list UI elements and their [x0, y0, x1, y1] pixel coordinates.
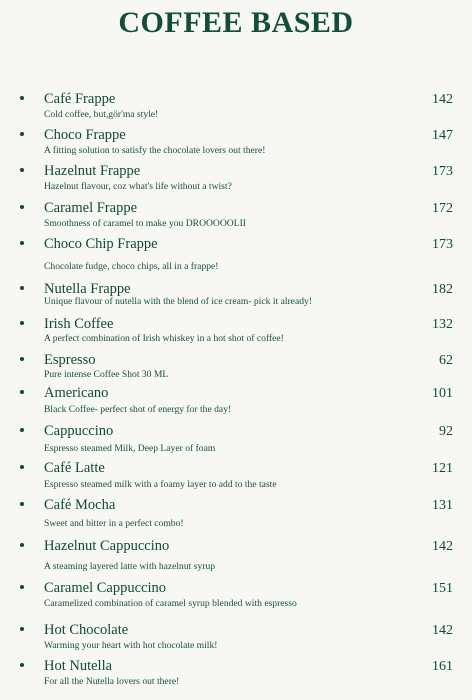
- item-price: 121: [432, 461, 453, 476]
- item-price: 173: [432, 237, 453, 252]
- item-name: Hot Chocolate: [44, 622, 129, 638]
- item-description: Smoothness of caramel to make you DROOOOOLII: [44, 218, 246, 229]
- item-description: Sweet and bitter in a perfect combo!: [44, 518, 184, 529]
- item-name: Irish Coffee: [44, 316, 114, 332]
- item-description: Hazelnut flavour, coz what's life without a twist?: [44, 181, 232, 192]
- menu-item: [0, 200, 472, 236]
- item-price: 131: [432, 498, 453, 513]
- bullet-icon: [20, 96, 24, 100]
- item-price: 101: [432, 386, 453, 401]
- menu-item: [0, 385, 472, 421]
- menu-item: [0, 460, 472, 496]
- item-description: Pure intense Coffee Shot 30 ML: [44, 369, 169, 380]
- item-name: Nutella Frappe: [44, 281, 131, 297]
- item-description: Unique flavour of nutella with the blend of ice cream- pick it already!: [44, 296, 312, 307]
- item-name: Cappuccino: [44, 423, 114, 439]
- item-price: 142: [432, 539, 453, 554]
- item-description: A fitting solution to satisfy the chocolate lovers out there!: [44, 145, 266, 156]
- bullet-icon: [20, 543, 24, 547]
- item-price: 142: [432, 92, 453, 107]
- item-description: Black Coffee- perfect shot of energy for the day!: [44, 404, 232, 415]
- item-name: Americano: [44, 385, 109, 401]
- bullet-icon: [20, 663, 24, 667]
- item-name: Choco Frappe: [44, 127, 126, 143]
- menu-item: [0, 127, 472, 163]
- bullet-icon: [20, 465, 24, 469]
- menu-item: [0, 580, 472, 616]
- item-price: 172: [432, 201, 453, 216]
- bullet-icon: [20, 132, 24, 136]
- bullet-icon: [20, 241, 24, 245]
- item-price: 161: [432, 659, 453, 674]
- item-description: Chocolate fudge, choco chips, all in a frappe!: [44, 261, 219, 272]
- item-price: 132: [432, 317, 453, 332]
- item-description: Espresso steamed Milk, Deep Layer of foam: [44, 443, 216, 454]
- menu-item: [0, 91, 472, 127]
- bullet-icon: [20, 168, 24, 172]
- menu-item: [0, 163, 472, 199]
- item-name: Café Frappe: [44, 91, 116, 107]
- page-title: COFFEE BASED: [118, 6, 354, 39]
- bullet-icon: [20, 627, 24, 631]
- item-name: Espresso: [44, 352, 96, 368]
- item-name: Hot Nutella: [44, 658, 113, 674]
- item-description: A perfect combination of Irish whiskey in a hot shot of coffee!: [44, 333, 284, 344]
- item-name: Caramel Cappuccino: [44, 580, 166, 596]
- menu-item: [0, 622, 472, 658]
- item-description: Caramelized combination of caramel syrup blended with espresso: [44, 598, 297, 609]
- item-description: For all the Nutella lovers out there!: [44, 676, 180, 687]
- item-description: Warming your heart with hot chocolate milk!: [44, 640, 218, 651]
- bullet-icon: [20, 428, 24, 432]
- item-name: Café Mocha: [44, 497, 116, 513]
- bullet-icon: [20, 390, 24, 394]
- item-price: 62: [439, 353, 453, 368]
- item-name: Café Latte: [44, 460, 105, 476]
- item-name: Caramel Frappe: [44, 200, 138, 216]
- item-price: 92: [439, 424, 453, 439]
- item-description: Cold coffee, but,gör'ma style!: [44, 109, 159, 120]
- bullet-icon: [20, 502, 24, 506]
- item-price: 182: [432, 282, 453, 297]
- bullet-icon: [20, 286, 24, 290]
- menu-item: [0, 236, 472, 272]
- menu-item: [0, 497, 472, 533]
- menu-item: [0, 281, 472, 317]
- menu-item: [0, 423, 472, 459]
- item-price: 151: [432, 581, 453, 596]
- item-description: A steaming layered latte with hazelnut syrup: [44, 561, 216, 572]
- bullet-icon: [20, 357, 24, 361]
- menu-item: [0, 538, 472, 574]
- bullet-icon: [20, 321, 24, 325]
- bullet-icon: [20, 205, 24, 209]
- menu-item: [0, 316, 472, 352]
- item-price: 142: [432, 623, 453, 638]
- item-description: Espresso steamed milk with a foamy layer to add to the taste: [44, 479, 277, 490]
- item-price: 147: [432, 128, 453, 143]
- bullet-icon: [20, 585, 24, 589]
- item-name: Hazelnut Frappe: [44, 163, 141, 179]
- item-name: Hazelnut Cappuccino: [44, 538, 170, 554]
- item-name: Choco Chip Frappe: [44, 236, 158, 252]
- menu-item: [0, 658, 472, 694]
- menu-item: [0, 352, 472, 388]
- item-price: 173: [432, 164, 453, 179]
